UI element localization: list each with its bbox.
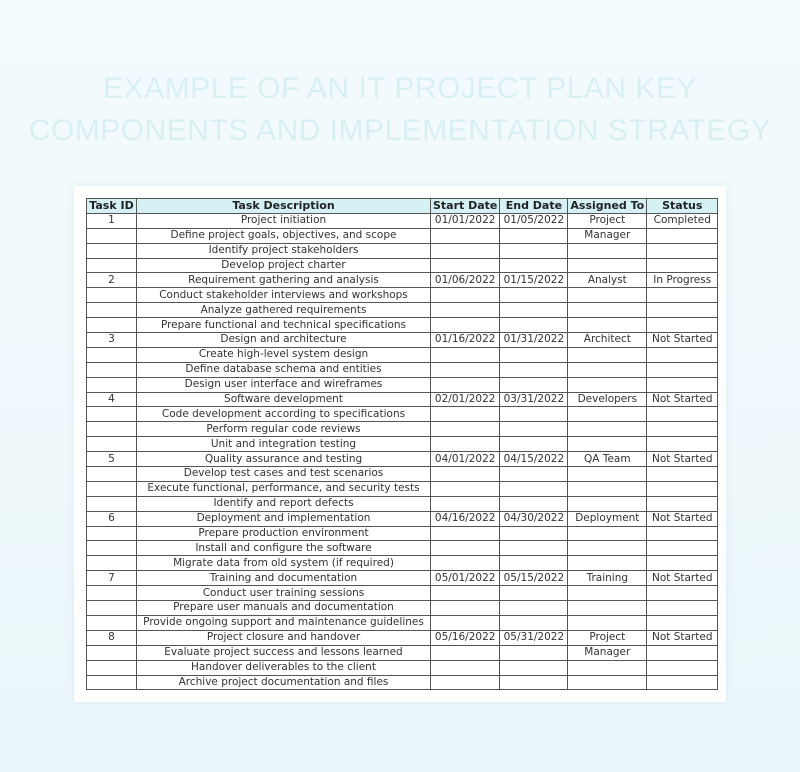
cell-start-date: 04/01/2022: [431, 452, 500, 467]
cell-status: [647, 645, 718, 660]
cell-assigned-to: Project: [568, 213, 647, 228]
table-row: [87, 258, 718, 273]
table-row: [87, 541, 718, 556]
cell-start-date: 02/01/2022: [431, 392, 500, 407]
cell-status: [647, 615, 718, 630]
cell-task-description: Provide ongoing support and maintenance guidelines: [137, 615, 431, 630]
cell-assigned-to: [568, 481, 647, 496]
cell-end-date: [500, 526, 568, 541]
cell-assigned-to: [568, 675, 647, 690]
cell-task-id: 2: [87, 273, 137, 288]
cell-status: Not Started: [647, 333, 718, 348]
table-row: [87, 496, 718, 511]
cell-assigned-to: Architect: [568, 333, 647, 348]
cell-task-description: Develop test cases and test scenarios: [137, 467, 431, 482]
cell-status: [647, 258, 718, 273]
cell-assigned-to: Manager: [568, 645, 647, 660]
cell-end-date: 04/30/2022: [500, 511, 568, 526]
cell-status: [647, 437, 718, 452]
cell-task-description: Create high-level system design: [137, 347, 431, 362]
table-row: [87, 586, 718, 601]
page-title: [0, 68, 800, 152]
cell-start-date: 05/01/2022: [431, 571, 500, 586]
cell-task-description: Evaluate project success and lessons learned: [137, 645, 431, 660]
cell-start-date: [431, 645, 500, 660]
cell-status: [647, 586, 718, 601]
cell-status: [647, 675, 718, 690]
cell-start-date: [431, 437, 500, 452]
cell-task-id: [87, 318, 137, 333]
cell-task-description: Requirement gathering and analysis: [137, 273, 431, 288]
cell-status: Not Started: [647, 452, 718, 467]
cell-start-date: [431, 243, 500, 258]
cell-start-date: [431, 481, 500, 496]
cell-task-description: Handover deliverables to the client: [137, 660, 431, 675]
cell-start-date: [431, 228, 500, 243]
cell-task-id: [87, 288, 137, 303]
table-row: [87, 422, 718, 437]
cell-start-date: [431, 347, 500, 362]
cell-assigned-to: [568, 377, 647, 392]
cell-end-date: [500, 243, 568, 258]
cell-task-description: Archive project documentation and files: [137, 675, 431, 690]
cell-task-id: [87, 481, 137, 496]
page-title-line-1: EXAMPLE OF AN IT PROJECT PLAN KEY: [103, 72, 697, 105]
cell-assigned-to: [568, 556, 647, 571]
cell-end-date: 01/05/2022: [500, 213, 568, 228]
cell-start-date: [431, 541, 500, 556]
cell-task-id: [87, 496, 137, 511]
cell-assigned-to: Deployment: [568, 511, 647, 526]
cell-status: In Progress: [647, 273, 718, 288]
cell-status: [647, 318, 718, 333]
cell-end-date: [500, 347, 568, 362]
cell-task-description: Quality assurance and testing: [137, 452, 431, 467]
cell-assigned-to: [568, 586, 647, 601]
cell-task-description: Analyze gathered requirements: [137, 303, 431, 318]
table-header-row: [87, 199, 718, 214]
cell-end-date: 01/15/2022: [500, 273, 568, 288]
cell-task-id: [87, 645, 137, 660]
cell-start-date: [431, 467, 500, 482]
cell-assigned-to: Training: [568, 571, 647, 586]
cell-task-id: [87, 377, 137, 392]
cell-end-date: [500, 362, 568, 377]
cell-assigned-to: [568, 362, 647, 377]
cell-end-date: [500, 586, 568, 601]
cell-assigned-to: [568, 422, 647, 437]
cell-task-description: Migrate data from old system (if required): [137, 556, 431, 571]
cell-task-id: [87, 303, 137, 318]
cell-end-date: [500, 318, 568, 333]
cell-end-date: 01/31/2022: [500, 333, 568, 348]
table-row: [87, 630, 718, 645]
cell-task-id: [87, 243, 137, 258]
cell-status: Not Started: [647, 392, 718, 407]
cell-end-date: [500, 496, 568, 511]
cell-start-date: [431, 288, 500, 303]
cell-task-id: [87, 437, 137, 452]
cell-end-date: [500, 377, 568, 392]
cell-task-description: Prepare production environment: [137, 526, 431, 541]
cell-end-date: [500, 258, 568, 273]
cell-start-date: [431, 601, 500, 616]
cell-start-date: [431, 586, 500, 601]
cell-task-id: 3: [87, 333, 137, 348]
cell-status: Not Started: [647, 571, 718, 586]
table-body: [87, 213, 718, 690]
cell-end-date: [500, 601, 568, 616]
cell-end-date: [500, 541, 568, 556]
cell-task-description: Identify project stakeholders: [137, 243, 431, 258]
cell-task-id: 8: [87, 630, 137, 645]
cell-task-id: 4: [87, 392, 137, 407]
column-header-task-id: Task ID: [87, 199, 137, 214]
cell-end-date: [500, 437, 568, 452]
column-header-assigned-to: Assigned To: [568, 199, 647, 214]
cell-status: [647, 288, 718, 303]
cell-assigned-to: [568, 437, 647, 452]
cell-task-description: Prepare user manuals and documentation: [137, 601, 431, 616]
table-row: [87, 526, 718, 541]
table-header: [87, 199, 718, 214]
cell-task-id: [87, 586, 137, 601]
cell-task-id: 1: [87, 213, 137, 228]
column-header-start-date: Start Date: [431, 199, 500, 214]
cell-task-id: [87, 228, 137, 243]
cell-status: [647, 467, 718, 482]
cell-task-id: [87, 660, 137, 675]
cell-start-date: [431, 362, 500, 377]
cell-status: Not Started: [647, 630, 718, 645]
cell-task-description: Software development: [137, 392, 431, 407]
cell-status: [647, 601, 718, 616]
cell-assigned-to: [568, 347, 647, 362]
table-row: [87, 437, 718, 452]
cell-status: [647, 660, 718, 675]
cell-task-description: Code development according to specifications: [137, 407, 431, 422]
cell-assigned-to: [568, 541, 647, 556]
column-header-end-date: End Date: [500, 199, 568, 214]
cell-task-description: Project initiation: [137, 213, 431, 228]
cell-start-date: [431, 303, 500, 318]
cell-end-date: [500, 660, 568, 675]
cell-end-date: [500, 467, 568, 482]
table-row: [87, 481, 718, 496]
cell-task-id: [87, 541, 137, 556]
table-row: [87, 601, 718, 616]
cell-task-id: 7: [87, 571, 137, 586]
table-row: [87, 318, 718, 333]
column-header-status: Status: [647, 199, 718, 214]
cell-task-description: Develop project charter: [137, 258, 431, 273]
cell-start-date: [431, 556, 500, 571]
cell-task-description: Identify and report defects: [137, 496, 431, 511]
table-row: [87, 660, 718, 675]
table-row: [87, 511, 718, 526]
cell-status: [647, 347, 718, 362]
cell-start-date: [431, 422, 500, 437]
cell-status: [647, 526, 718, 541]
cell-start-date: 01/06/2022: [431, 273, 500, 288]
cell-start-date: 04/16/2022: [431, 511, 500, 526]
cell-end-date: [500, 675, 568, 690]
cell-end-date: [500, 615, 568, 630]
cell-assigned-to: [568, 467, 647, 482]
cell-assigned-to: [568, 258, 647, 273]
cell-status: [647, 407, 718, 422]
cell-end-date: [500, 407, 568, 422]
cell-end-date: [500, 481, 568, 496]
cell-assigned-to: [568, 496, 647, 511]
table-row: [87, 273, 718, 288]
cell-task-description: Install and configure the software: [137, 541, 431, 556]
project-plan-table: [86, 198, 718, 690]
table-row: [87, 213, 718, 228]
cell-end-date: [500, 303, 568, 318]
cell-task-description: Conduct stakeholder interviews and workshops: [137, 288, 431, 303]
cell-end-date: [500, 422, 568, 437]
cell-assigned-to: [568, 526, 647, 541]
page-title-line-2: COMPONENTS AND IMPLEMENTATION STRATEGY: [28, 114, 772, 147]
table-row: [87, 333, 718, 348]
cell-task-description: Project closure and handover: [137, 630, 431, 645]
cell-start-date: [431, 377, 500, 392]
cell-status: [647, 243, 718, 258]
cell-start-date: [431, 615, 500, 630]
cell-assigned-to: [568, 288, 647, 303]
cell-start-date: [431, 318, 500, 333]
cell-end-date: 05/15/2022: [500, 571, 568, 586]
cell-status: [647, 496, 718, 511]
cell-status: [647, 541, 718, 556]
cell-start-date: 05/16/2022: [431, 630, 500, 645]
cell-task-id: [87, 601, 137, 616]
cell-end-date: [500, 228, 568, 243]
cell-status: [647, 481, 718, 496]
cell-end-date: 04/15/2022: [500, 452, 568, 467]
cell-start-date: [431, 526, 500, 541]
cell-assigned-to: [568, 407, 647, 422]
cell-start-date: [431, 660, 500, 675]
cell-end-date: [500, 556, 568, 571]
cell-assigned-to: Manager: [568, 228, 647, 243]
cell-end-date: 05/31/2022: [500, 630, 568, 645]
cell-task-description: Conduct user training sessions: [137, 586, 431, 601]
table-row: [87, 571, 718, 586]
cell-start-date: [431, 407, 500, 422]
cell-assigned-to: QA Team: [568, 452, 647, 467]
cell-task-description: Unit and integration testing: [137, 437, 431, 452]
cell-task-id: [87, 258, 137, 273]
cell-task-id: [87, 347, 137, 362]
cell-status: [647, 228, 718, 243]
table-row: [87, 377, 718, 392]
cell-task-description: Execute functional, performance, and security tests: [137, 481, 431, 496]
cell-start-date: 01/01/2022: [431, 213, 500, 228]
cell-assigned-to: Analyst: [568, 273, 647, 288]
cell-status: [647, 303, 718, 318]
cell-task-id: [87, 615, 137, 630]
cell-task-description: Design user interface and wireframes: [137, 377, 431, 392]
table-row: [87, 556, 718, 571]
cell-end-date: [500, 288, 568, 303]
table-row: [87, 347, 718, 362]
cell-status: [647, 377, 718, 392]
cell-end-date: 03/31/2022: [500, 392, 568, 407]
column-header-task-description: Task Description: [137, 199, 431, 214]
cell-task-id: 6: [87, 511, 137, 526]
table-row: [87, 615, 718, 630]
cell-assigned-to: [568, 660, 647, 675]
table-row: [87, 392, 718, 407]
cell-task-id: [87, 556, 137, 571]
cell-assigned-to: [568, 303, 647, 318]
cell-task-description: Define database schema and entities: [137, 362, 431, 377]
cell-assigned-to: Developers: [568, 392, 647, 407]
cell-task-id: 5: [87, 452, 137, 467]
cell-task-id: [87, 675, 137, 690]
cell-start-date: 01/16/2022: [431, 333, 500, 348]
table-row: [87, 288, 718, 303]
cell-start-date: [431, 496, 500, 511]
table-row: [87, 452, 718, 467]
cell-task-description: Define project goals, objectives, and scope: [137, 228, 431, 243]
table-row: [87, 228, 718, 243]
cell-task-id: [87, 467, 137, 482]
cell-task-id: [87, 526, 137, 541]
cell-end-date: [500, 645, 568, 660]
cell-assigned-to: [568, 615, 647, 630]
cell-start-date: [431, 258, 500, 273]
cell-assigned-to: Project: [568, 630, 647, 645]
cell-task-description: Deployment and implementation: [137, 511, 431, 526]
table-row: [87, 645, 718, 660]
cell-assigned-to: [568, 318, 647, 333]
cell-task-id: [87, 362, 137, 377]
cell-status: [647, 422, 718, 437]
cell-task-description: Perform regular code reviews: [137, 422, 431, 437]
cell-start-date: [431, 675, 500, 690]
cell-task-description: Design and architecture: [137, 333, 431, 348]
table-row: [87, 675, 718, 690]
table-row: [87, 467, 718, 482]
cell-assigned-to: [568, 601, 647, 616]
cell-task-description: Prepare functional and technical specifications: [137, 318, 431, 333]
table-row: [87, 362, 718, 377]
cell-task-id: [87, 422, 137, 437]
cell-assigned-to: [568, 243, 647, 258]
cell-status: [647, 556, 718, 571]
cell-status: Completed: [647, 213, 718, 228]
cell-status: [647, 362, 718, 377]
table-row: [87, 407, 718, 422]
cell-task-id: [87, 407, 137, 422]
cell-status: Not Started: [647, 511, 718, 526]
table-row: [87, 243, 718, 258]
cell-task-description: Training and documentation: [137, 571, 431, 586]
table-row: [87, 303, 718, 318]
